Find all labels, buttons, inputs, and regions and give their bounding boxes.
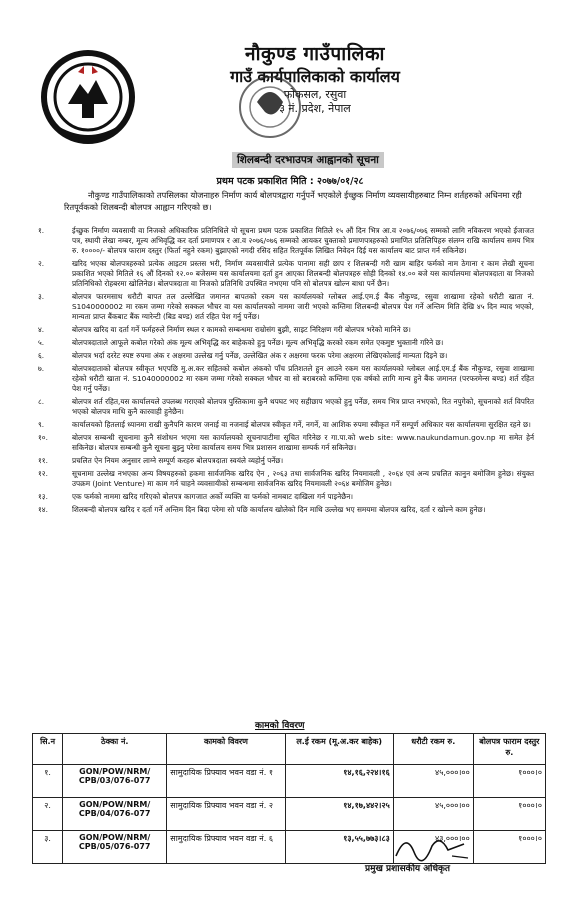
term-item: १२. सूचनामा उल्लेख नभएका अन्य विषयहरुको हकमा सार्वजनिक खरिद ऐन , २०६३ तथा सार्वजनिक खरिद नियमावली , २०६४ एवं अन्य प्रचलित कानुन बमोजिम हुनेछ। संयुक्त उपक्रम (Joint Venture) मा काम गर्न चाहने व्यवसायीको सम्बन्धमा सार्वजनिक खरिद नियमावली २०६४ बमोजिम हुनेछ। — [38, 469, 534, 488]
contract-no-cell: GON/POW/NRM/ CPB/03/076-077 — [63, 765, 167, 798]
column-header: ल.ई रकम (मू.अ.कर बाहेक) — [285, 734, 393, 765]
serial-cell: ३. — [33, 831, 63, 864]
term-item: ८. बोलपत्र शर्त रहित,यस कार्यालयले उपलब्ध गराएको बोलपत्र पुस्तिकामा कुनै थपघट भए सहीछाप भएको हुनु पर्नेछ, समय भित्र प्राप्त नभएको, रित नपुगेको, सूचनाको शर्त विपरित भएको बोलपत्र माथि कुनै कारवाही हुनेछैन। — [38, 397, 534, 416]
term-item: ४. बोलपत्र खरिद वा दर्ता गर्ने फर्महरुले निर्माण स्थल र कामको सम्बन्धमा राम्रोसंग बुझी, साइट निरिक्षण गरी बोलपत्र भरेको मानिने छ। — [38, 325, 411, 334]
term-item: ३. बोलपत्र फारमसाथ धरौटी बापत तल उल्लेखित जमानत बापतको रकम यस कार्यालयको ग्लोबल आई.एम.ई बैंक नौकुण्ड, रसुवा शाखामा रहेको धरौटी खाता नं. S1040000002 मा रकम जम्मा गरेको सक्कल भौचर वा यस कार्यालयको नाममा जारी भएको कम्तिमा शिलबन्दी बोलपत्र पेश गर्ने अन्तिम मिति देखि ४५ दिन म्याद भएको, मान्यता प्राप्त बैंकबाट बैंक ग्यारेन्टी (बिड बण्ड) शर्त रहित पेश गर्नु पर्नेछ। — [38, 292, 534, 321]
government-emblem-icon — [38, 42, 138, 152]
form-fee-cell: १०००।० — [473, 831, 545, 864]
estimate-cost-cell: १४,१६,२२४।१६ — [285, 765, 393, 798]
notice-intro: नौकुण्ड गाउँपालिकाको तपसिलका योजनाहरु निर्माण कार्य बोलपत्रद्वारा गर्नुपर्ने भएकोले ईच्छुक निर्माण व्यवसायीहरुबाट निम्न शर्तहरुको अधिनमा रही रितपूर्वकको शिलबन्दी बोलपत्र आह्वान गरिएको छ। — [64, 190, 522, 212]
address-line-1: फोकसल, रसुवा — [283, 88, 347, 101]
term-item: २. खरिद भएका बोलपत्रहरुको प्रत्येक आइटम प्रस्तस भरी, निर्माण व्यवसायीले प्रत्येक पानामा सही छाप र शिलबन्दी गरी खाम बाहिर फर्मको नाम ठेगाना र काम लेखी सूचना प्रकाशित भएको मितिले १६ औं दिनको १२.०० बजेसम्म यस कार्यालयमा दर्ता हुन आएका शिलबन्दी बोलपत्रहरु सोही दिनको १४.०० बजे यस कार्यालयमा बोलपत्रदाता वा निजको प्रतिनिधिको रोहबरमा खोलिनेछ। बोलपत्रदाता वा निजको प्रतिनिधि उपस्थित नभएमा पनि सो बोलपत्र खोल्न बाधा पर्ने छैन। — [38, 259, 534, 288]
column-header: सि.न — [33, 734, 63, 765]
term-item: १३. एक फर्मको नाममा खरिद गरिएको बोलपत्र कागजात अर्को व्यक्ति वा फर्मको नामबाट दाखिला गर्न पाइनेछैन। — [38, 492, 354, 501]
form-fee-cell: १०००।० — [473, 798, 545, 831]
serial-cell: २. — [33, 798, 63, 831]
term-item: ११. प्रचलित ऐन नियम अनुसार लाग्ने सम्पूर्ण करहरु बोलपत्रदाता स्वयंले व्यहोर्नु पर्नेछ। — [38, 456, 284, 465]
term-item: ७. बोलपत्रदाताको बोलपत्र स्वीकृत भएपछि मु.अ.कर सहितको कबोल अंकको पाँच प्रतिशतले हुन आउने रकम यस कार्यालयको ग्लोबल आई.एम.ई बैंक नौकुण्ड, रसुवा शाखामा रहेको धरौटी खाता नं. S1040000002 मा रकम जम्मा गरेको सक्कल भौचर वा सो बराबरको कम्तिमा एक वर्षको लागि मान्य हुने बैंक जमानत (परफरमेन्स बण्ड) शर्त रहित पेश गर्नु पर्नेछ। — [38, 364, 534, 393]
signatory-title: प्रमुख प्रशासकीय अधिकृत — [365, 864, 451, 874]
term-item: ६. बोलपत्र भर्दा दररेट स्पष्ट रुपमा अंक र अक्षरमा उल्लेख गर्नु पर्नेछ, उल्लेखित अंक र अक्षरमा फरक परेमा अक्षरमा लेखिएकोलाई मान्यता दिइने छ। — [38, 351, 448, 360]
contract-no-cell: GON/POW/NRM/ CPB/05/076-077 — [63, 831, 167, 864]
table-row — [33, 765, 546, 798]
term-item: १४. शिलबन्दी बोलपत्र खरिद र दर्ता गर्ने अन्तिम दिन बिदा परेमा सो पछि कार्यालय खोलेको दिन माथि उल्लेख भए समयमा बोलपत्र खरिद, दर्ता र खोल्ने काम हुनेछ। — [38, 505, 486, 514]
term-item: १०. बोलपत्र सम्बन्धी सूचनामा कुनै संशोधन भएमा यस कार्यालयको सूचनापाटीमा सूचित गरिनेछ र गा.पा.को web site: www.naukundamun.gov.np मा समेत हेर्न सकिनेछ। बोलपत्र सम्बन्धी कुनै सूचना बुझ्नु परेमा कार्यालय समय भित्र प्रशासन शाखामा सम्पर्क गर्न सकिनेछ। — [38, 433, 534, 452]
column-header: कामको विवरण — [167, 734, 285, 765]
office-name: गाउँ कार्यपालिकाको कार्यालय — [230, 67, 400, 86]
term-item: १. ईच्छुक निर्माण व्यवसायी वा निजको अधिकारिक प्रतिनिधिले यो सूचना प्रथम पटक प्रकाशित मितिले १५ औं दिन भित्र आ.व २०७६/०७६ सम्मको लागि नविकरण भएको ईजाजत पत्र, स्थायी लेखा नम्बर, मूल्य अभिवृद्धि कर दर्ता प्रमाणपत्र र आ.व २०७६/०७६ सम्मको आयकर चुक्ताको प्रमाणपत्रहरुको प्रमाणित प्रतिलिपिहरु संलग्न राखि कार्यालय समय भित्र रु. १००००/- बोलपत्र फाराम दस्तुर (फिर्ता नहुने रकम) बुझाएको नगदी रसिद सहित रितपूर्वक लिखित निवेदन दिई यस कार्यालय बाट प्राप्त गर्न सकिनेछ। — [38, 226, 534, 255]
letterhead — [150, 42, 480, 116]
form-fee-cell: १०००।० — [473, 765, 545, 798]
contract-no-cell: GON/POW/NRM/ CPB/04/076-077 — [63, 798, 167, 831]
works-table-title: कामको विवरण — [255, 721, 305, 731]
notice-title: शिलबन्दी दरभाउपत्र आह्वानको सूचना — [232, 152, 384, 168]
bid-security-cell: ४३,०००।०० — [393, 831, 473, 864]
signature-icon — [392, 826, 472, 866]
work-description-cell: सामुदायिक प्रिफ्याव भवन वडा नं. २ — [167, 798, 285, 831]
terms-list — [34, 226, 534, 518]
serial-cell: १. — [33, 765, 63, 798]
term-item: ५. बोलपत्रदाताले आफूले कबोल गरेको अंक मूल्य अभिवृद्धि कर बाहेकको हुनु पर्नेछ। मूल्य अभिवृद्धि करको रकम समेत एकमुष्ट भुक्तानी गरिने छ। — [38, 338, 444, 347]
address-line-2: ३ नं. प्रदेश, नेपाल — [279, 102, 351, 115]
bid-security-cell: ४५,०००।०० — [393, 798, 473, 831]
estimate-cost-cell: १३,५५,७७३।८३ — [285, 831, 393, 864]
term-item: ९. कार्यालयको हितलाई ध्यानमा राखी कुनैपनि कारण जनाई वा नजनाई बोलपत्र स्वीकृत गर्ने, नगर्ने, वा आशिक रुपमा स्वीकृत गर्ने सम्पूर्ण अधिकार यस कार्यालयमा सुरक्षित रहने छ। — [38, 420, 531, 429]
column-header: ठेक्का नं. — [63, 734, 167, 765]
estimate-cost-cell: १४,१७,४४२।२५ — [285, 798, 393, 831]
column-header: धरौटी रकम रु. — [393, 734, 473, 765]
work-description-cell: सामुदायिक प्रिफ्याव भवन वडा नं. १ — [167, 765, 285, 798]
table-header-row — [33, 734, 546, 765]
bid-security-cell: ४५,०००।०० — [393, 765, 473, 798]
publication-date: प्रथम पटक प्रकाशित मिति : २०७७/०१/२८ — [216, 176, 364, 187]
column-header: बोलपत्र फाराम दस्तुर रु. — [473, 734, 545, 765]
municipality-name: नौकुण्ड गाउँपालिका — [245, 43, 385, 65]
work-description-cell: सामुदायिक प्रिफ्याव भवन वडा नं. ६ — [167, 831, 285, 864]
office-stamp-icon — [235, 72, 305, 142]
